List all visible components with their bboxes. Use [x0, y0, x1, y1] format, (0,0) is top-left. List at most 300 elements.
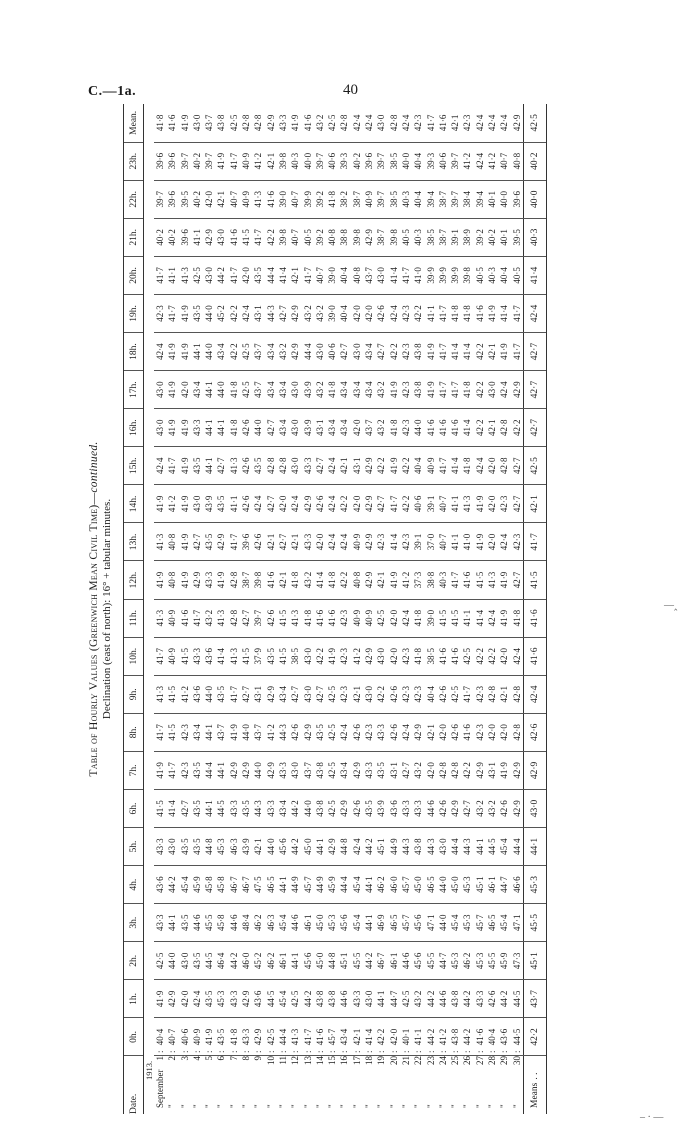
- value-cell: 38·9: [461, 218, 473, 256]
- value-cell: 43·7: [252, 713, 264, 751]
- value-cell: 39·3: [425, 142, 437, 180]
- value-cell: 42·9: [363, 218, 375, 256]
- value-cell: 45·5: [203, 904, 215, 942]
- value-cell: 43·4: [277, 371, 289, 409]
- value-cell: 42·2: [474, 409, 486, 447]
- value-cell: 40·3: [289, 142, 301, 180]
- value-cell: 41·9: [166, 333, 178, 371]
- value-cell: 40·4: [412, 180, 424, 218]
- value-cell: 44·4: [511, 828, 524, 866]
- value-cell: 41·3: [252, 180, 264, 218]
- value-cell: 43·0: [375, 256, 387, 294]
- value-cell: 41·4: [166, 789, 178, 827]
- value-cell: 45·6: [412, 942, 424, 980]
- value-cell: 41·9: [289, 104, 301, 142]
- value-cell: 41·3: [154, 523, 166, 561]
- value-cell: 43·9: [203, 485, 215, 523]
- mean-cell: 40·0: [523, 180, 546, 218]
- table-row: [154, 104, 166, 1114]
- value-cell: 43·7: [363, 409, 375, 447]
- date-cell: "26:: [462, 1050, 473, 1108]
- value-cell: 43·3: [203, 561, 215, 599]
- value-cell: 45·1: [375, 828, 387, 866]
- value-cell: 42·0: [203, 180, 215, 218]
- value-cell: 47·3: [511, 942, 524, 980]
- value-cell: 42·8: [240, 104, 252, 142]
- value-cell: 43·8: [326, 980, 338, 1018]
- table-row: [203, 104, 215, 1114]
- value-cell: 41·6: [314, 1018, 326, 1056]
- value-cell: 42·0: [179, 980, 191, 1018]
- value-cell: 43·0: [486, 371, 498, 409]
- value-cell: 40·4: [486, 1018, 498, 1056]
- date-cell: "22:: [413, 1050, 424, 1108]
- value-cell: 41·3: [461, 485, 473, 523]
- value-cell: 41·6: [449, 409, 461, 447]
- value-cell: 42·7: [289, 675, 301, 713]
- value-cell: 42·0: [425, 751, 437, 789]
- value-cell: 41·8: [461, 447, 473, 485]
- value-cell: 41·9: [179, 104, 191, 142]
- value-cell: 39·6: [179, 218, 191, 256]
- value-cell: 43·8: [314, 751, 326, 789]
- value-cell: 44·2: [363, 942, 375, 980]
- value-cell: 39·6: [511, 180, 524, 218]
- value-cell: 42·6: [240, 485, 252, 523]
- value-cell: 41·3: [486, 561, 498, 599]
- value-cell: 40·4: [412, 447, 424, 485]
- value-cell: 42·2: [400, 485, 412, 523]
- value-cell: 41·9: [498, 333, 510, 371]
- value-cell: 43·3: [228, 789, 240, 827]
- value-cell: 42·8: [498, 447, 510, 485]
- value-cell: 42·4: [498, 523, 510, 561]
- value-cell: 42·9: [326, 828, 338, 866]
- value-cell: 41·8: [326, 180, 338, 218]
- value-cell: 42·7: [314, 447, 326, 485]
- mean-cell: 45·1: [523, 942, 546, 980]
- value-cell: 42·5: [191, 256, 203, 294]
- value-cell: 43·4: [351, 371, 363, 409]
- value-cell: 41·7: [437, 333, 449, 371]
- value-cell: 42·4: [474, 447, 486, 485]
- value-cell: 41·2: [486, 142, 498, 180]
- value-cell: 43·6: [388, 789, 400, 827]
- value-cell: 44·0: [240, 713, 252, 751]
- value-cell: 40·6: [326, 142, 338, 180]
- value-cell: 43·3: [277, 104, 289, 142]
- hour-header: 14h.: [124, 485, 144, 523]
- value-cell: 42·9: [412, 713, 424, 751]
- value-cell: 42·9: [302, 713, 314, 751]
- value-cell: 44·8: [326, 942, 338, 980]
- value-cell: 42·9: [203, 218, 215, 256]
- value-cell: 44·9: [388, 828, 400, 866]
- page-number: 40: [343, 82, 358, 98]
- value-cell: 45·6: [277, 828, 289, 866]
- date-cell: "17:: [351, 1050, 362, 1108]
- value-cell: 39·1: [425, 485, 437, 523]
- value-cell: 41·9: [498, 599, 510, 637]
- value-cell: 43·7: [203, 104, 215, 142]
- value-cell: 45·4: [498, 904, 510, 942]
- table-row: [166, 104, 178, 1114]
- value-cell: 42·5: [326, 675, 338, 713]
- value-cell: 46·2: [252, 904, 264, 942]
- date-cell: September1:: [155, 1050, 165, 1108]
- date-cell: "6:: [216, 1050, 227, 1108]
- date-cell: "18:: [364, 1050, 375, 1108]
- value-cell: 42·9: [228, 751, 240, 789]
- value-cell: 41·0: [412, 256, 424, 294]
- value-cell: 44·4: [265, 256, 277, 294]
- value-cell: 43·3: [154, 828, 166, 866]
- value-cell: 41·5: [166, 675, 178, 713]
- value-cell: 42·3: [412, 104, 424, 142]
- hour-header: Mean.: [124, 104, 144, 142]
- value-cell: 46·2: [375, 866, 387, 904]
- value-cell: 45·0: [302, 828, 314, 866]
- mean-cell: 41·6: [523, 637, 546, 675]
- value-cell: 46·6: [511, 866, 524, 904]
- hour-header: 3h.: [124, 904, 144, 942]
- value-cell: 40·8: [351, 256, 363, 294]
- value-cell: 41·7: [228, 256, 240, 294]
- table-row: [302, 104, 314, 1114]
- value-cell: 43·0: [289, 371, 301, 409]
- value-cell: 45·6: [412, 904, 424, 942]
- value-cell: 43·8: [449, 1018, 461, 1056]
- value-cell: 41·3: [228, 637, 240, 675]
- value-cell: 41·9: [474, 485, 486, 523]
- value-cell: 39·6: [154, 142, 166, 180]
- value-cell: 42·3: [400, 409, 412, 447]
- value-cell: 45·5: [425, 942, 437, 980]
- value-cell: 42·5: [326, 104, 338, 142]
- value-cell: 45·9: [191, 866, 203, 904]
- value-cell: 38·5: [388, 142, 400, 180]
- value-cell: 38·4: [461, 180, 473, 218]
- hour-header: 17h.: [124, 371, 144, 409]
- value-cell: 41·6: [437, 409, 449, 447]
- value-cell: 42·2: [338, 561, 350, 599]
- table-row: [511, 104, 524, 1114]
- value-cell: 41·7: [449, 371, 461, 409]
- value-cell: 43·1: [252, 294, 264, 332]
- value-cell: 45·0: [449, 866, 461, 904]
- value-cell: 42·6: [289, 713, 301, 751]
- value-cell: 46·1: [388, 942, 400, 980]
- value-cell: 41·2: [400, 561, 412, 599]
- value-cell: 44·9: [314, 866, 326, 904]
- value-cell: 40·2: [351, 142, 363, 180]
- value-cell: 43·4: [338, 371, 350, 409]
- value-cell: 41·3: [289, 1018, 301, 1056]
- mean-cell: 45·5: [523, 904, 546, 942]
- date-cell: "2:: [167, 1050, 178, 1108]
- value-cell: 41·9: [215, 142, 227, 180]
- value-cell: 43·7: [302, 751, 314, 789]
- hour-header: 16h.: [124, 409, 144, 447]
- table-row: [326, 104, 338, 1114]
- value-cell: 42·0: [351, 294, 363, 332]
- value-cell: 41·1: [425, 294, 437, 332]
- value-cell: 40·9: [425, 447, 437, 485]
- value-cell: 43·9: [240, 828, 252, 866]
- value-cell: 44·5: [215, 789, 227, 827]
- value-cell: 42·0: [351, 485, 363, 523]
- value-cell: 41·9: [154, 485, 166, 523]
- date-cell: "9:: [253, 1050, 264, 1108]
- value-cell: 42·8: [338, 104, 350, 142]
- value-cell: 43·8: [412, 371, 424, 409]
- value-cell: 43·3: [154, 904, 166, 942]
- value-cell: 42·9: [363, 523, 375, 561]
- value-cell: 38·5: [425, 637, 437, 675]
- value-cell: 40·5: [511, 256, 524, 294]
- value-cell: 40·9: [191, 1018, 203, 1056]
- value-cell: 41·6: [461, 561, 473, 599]
- value-cell: 42·1: [265, 142, 277, 180]
- value-cell: 39·2: [474, 218, 486, 256]
- value-cell: 42·3: [474, 675, 486, 713]
- hour-header: 20h.: [124, 256, 144, 294]
- date-cell: "3:: [179, 1050, 190, 1108]
- value-cell: 43·3: [351, 980, 363, 1018]
- value-cell: 43·0: [215, 218, 227, 256]
- value-cell: 41·8: [461, 294, 473, 332]
- value-cell: 40·4: [338, 294, 350, 332]
- value-cell: 41·2: [351, 637, 363, 675]
- value-cell: 41·9: [486, 294, 498, 332]
- value-cell: 41·8: [449, 294, 461, 332]
- value-cell: 42·2: [228, 333, 240, 371]
- mean-cell: 41·5: [523, 561, 546, 599]
- value-cell: 44·0: [437, 866, 449, 904]
- value-cell: 41·8: [302, 599, 314, 637]
- value-cell: 42·4: [400, 713, 412, 751]
- hour-header: 7h.: [124, 751, 144, 789]
- value-cell: 42·9: [511, 371, 524, 409]
- value-cell: 42·2: [474, 637, 486, 675]
- value-cell: 43·5: [252, 447, 264, 485]
- value-cell: 41·9: [179, 561, 191, 599]
- value-cell: 42·4: [338, 713, 350, 751]
- value-cell: 40·1: [400, 1018, 412, 1056]
- value-cell: 42·1: [289, 523, 301, 561]
- mean-cell: 43·0: [523, 789, 546, 827]
- value-cell: 42·2: [265, 218, 277, 256]
- value-cell: 39·7: [449, 142, 461, 180]
- value-cell: 43·4: [277, 789, 289, 827]
- value-cell: 44·5: [486, 828, 498, 866]
- value-cell: 42·9: [363, 637, 375, 675]
- value-cell: 41·4: [215, 637, 227, 675]
- value-cell: 41·9: [425, 371, 437, 409]
- value-cell: 43·4: [191, 371, 203, 409]
- value-cell: 44·0: [215, 371, 227, 409]
- value-cell: 43·4: [265, 333, 277, 371]
- value-cell: 42·1: [498, 675, 510, 713]
- value-cell: 41·9: [179, 409, 191, 447]
- value-cell: 43·3: [240, 1018, 252, 1056]
- value-cell: 43·3: [302, 523, 314, 561]
- value-cell: 44·4: [302, 333, 314, 371]
- value-cell: 41·8: [228, 371, 240, 409]
- value-cell: 41·5: [179, 637, 191, 675]
- value-cell: 41·9: [228, 713, 240, 751]
- value-cell: 42·7: [511, 485, 524, 523]
- value-cell: 42·0: [486, 447, 498, 485]
- table-row: [215, 104, 227, 1114]
- value-cell: 43·6: [252, 980, 264, 1018]
- hourly-values-table: [123, 104, 547, 1114]
- value-cell: 44·2: [425, 980, 437, 1018]
- value-cell: 42·0: [277, 485, 289, 523]
- value-cell: 42·2: [511, 409, 524, 447]
- value-cell: 45·7: [474, 904, 486, 942]
- value-cell: 46·1: [277, 942, 289, 980]
- value-cell: 42·9: [511, 751, 524, 789]
- value-cell: 41·7: [252, 218, 264, 256]
- value-cell: 39·1: [412, 523, 424, 561]
- value-cell: 41·7: [461, 675, 473, 713]
- value-cell: 41·6: [179, 599, 191, 637]
- value-cell: 42·2: [388, 333, 400, 371]
- mean-cell: 41·4: [523, 256, 546, 294]
- value-cell: 37·9: [252, 637, 264, 675]
- value-cell: 42·3: [511, 523, 524, 561]
- value-cell: 44·1: [289, 942, 301, 980]
- value-cell: 39·9: [437, 256, 449, 294]
- value-cell: 41·5: [240, 637, 252, 675]
- value-cell: 43·8: [449, 980, 461, 1018]
- value-cell: 42·7: [461, 789, 473, 827]
- value-cell: 41·5: [437, 599, 449, 637]
- value-cell: 42·6: [351, 713, 363, 751]
- value-cell: 42·7: [277, 294, 289, 332]
- value-cell: 42·4: [191, 980, 203, 1018]
- value-cell: 40·7: [289, 180, 301, 218]
- value-cell: 44·0: [412, 409, 424, 447]
- value-cell: 40·5: [400, 218, 412, 256]
- value-cell: 42·3: [400, 637, 412, 675]
- value-cell: 41·7: [228, 675, 240, 713]
- value-cell: 45·3: [449, 942, 461, 980]
- value-cell: 42·0: [314, 523, 326, 561]
- value-cell: 42·2: [486, 637, 498, 675]
- value-cell: 43·0: [191, 485, 203, 523]
- value-cell: 44·9: [289, 866, 301, 904]
- value-cell: 43·0: [166, 828, 178, 866]
- value-cell: 44·0: [437, 904, 449, 942]
- value-cell: 41·6: [437, 637, 449, 675]
- value-cell: 41·9: [166, 371, 178, 409]
- value-cell: 45·0: [314, 904, 326, 942]
- value-cell: 42·6: [240, 447, 252, 485]
- hour-header: 13h.: [124, 523, 144, 561]
- mean-cell: 42·6: [523, 713, 546, 751]
- value-cell: 42·5: [289, 980, 301, 1018]
- value-cell: 42·0: [388, 637, 400, 675]
- value-cell: 46·2: [265, 942, 277, 980]
- value-cell: 42·4: [326, 523, 338, 561]
- value-cell: 42·9: [289, 294, 301, 332]
- value-cell: 44·6: [228, 904, 240, 942]
- value-cell: 42·4: [351, 828, 363, 866]
- value-cell: 42·1: [215, 180, 227, 218]
- value-cell: 43·3: [191, 637, 203, 675]
- value-cell: 41·4: [461, 409, 473, 447]
- value-cell: 43·5: [265, 637, 277, 675]
- value-cell: 42·7: [179, 789, 191, 827]
- value-cell: 42·6: [265, 599, 277, 637]
- value-cell: 47·1: [425, 904, 437, 942]
- value-cell: 42·3: [179, 751, 191, 789]
- value-cell: 39·6: [363, 142, 375, 180]
- mean-cell: 42·4: [523, 294, 546, 332]
- value-cell: 45·4: [351, 904, 363, 942]
- value-cell: 40·3: [412, 218, 424, 256]
- value-cell: 45·8: [215, 904, 227, 942]
- value-cell: 42·3: [338, 599, 350, 637]
- value-cell: 41·9: [326, 637, 338, 675]
- value-cell: 43·0: [314, 333, 326, 371]
- value-cell: 39·2: [314, 218, 326, 256]
- table-row: [351, 104, 363, 1114]
- hour-header: 15h.: [124, 447, 144, 485]
- value-cell: 42·1: [375, 561, 387, 599]
- value-cell: 43·2: [277, 333, 289, 371]
- value-cell: 44·3: [265, 294, 277, 332]
- value-cell: 42·2: [375, 1018, 387, 1056]
- value-cell: 42·6: [437, 675, 449, 713]
- value-cell: 39·7: [179, 142, 191, 180]
- value-cell: 42·8: [277, 447, 289, 485]
- value-cell: 42·8: [511, 675, 524, 713]
- value-cell: 45·3: [215, 980, 227, 1018]
- value-cell: 44·5: [203, 942, 215, 980]
- value-cell: 41·7: [437, 371, 449, 409]
- value-cell: 43·8: [412, 333, 424, 371]
- value-cell: 38·5: [388, 180, 400, 218]
- value-cell: 41·5: [474, 561, 486, 599]
- value-cell: 44·0: [302, 789, 314, 827]
- value-cell: 39·7: [314, 142, 326, 180]
- value-cell: 44·5: [511, 1018, 524, 1056]
- value-cell: 41·1: [191, 218, 203, 256]
- value-cell: 47·5: [252, 866, 264, 904]
- value-cell: 42·4: [498, 104, 510, 142]
- value-cell: 39·6: [240, 523, 252, 561]
- value-cell: 43·2: [302, 294, 314, 332]
- date-cell: "23:: [425, 1050, 436, 1108]
- value-cell: 42·7: [511, 447, 524, 485]
- value-cell: 43·0: [302, 637, 314, 675]
- value-cell: 45·3: [474, 942, 486, 980]
- value-cell: 44·1: [191, 333, 203, 371]
- value-cell: 38·2: [338, 180, 350, 218]
- value-cell: 44·1: [203, 789, 215, 827]
- hour-header: 10h.: [124, 637, 144, 675]
- value-cell: 39·8: [351, 218, 363, 256]
- value-cell: 42·2: [461, 751, 473, 789]
- value-cell: 41·3: [154, 599, 166, 637]
- value-cell: 41·3: [179, 256, 191, 294]
- value-cell: 42·3: [375, 523, 387, 561]
- mean-cell: 40·3: [523, 218, 546, 256]
- value-cell: 41·6: [228, 218, 240, 256]
